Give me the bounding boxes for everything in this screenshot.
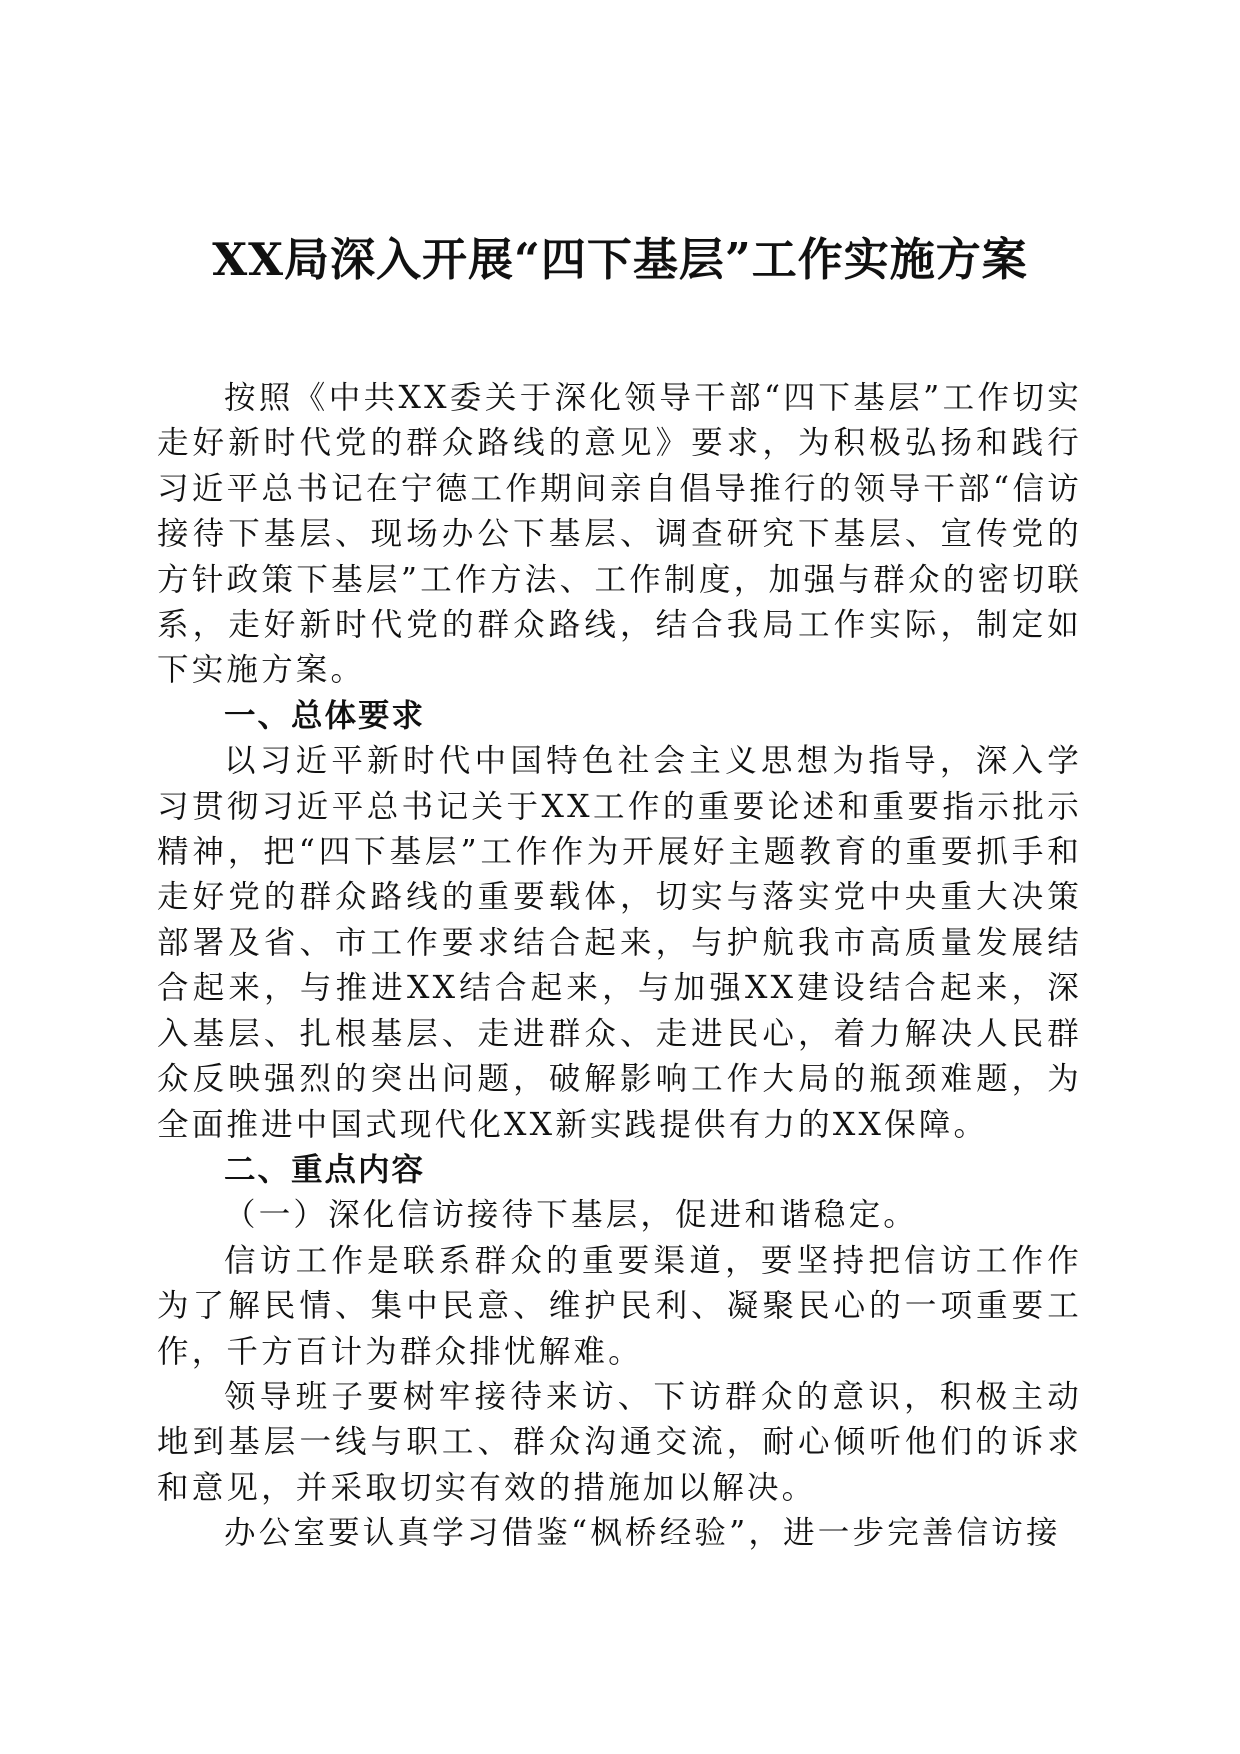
paragraph-leadership: 领导班子要树牢接待来访、下访群众的意识，积极主动地到基层一线与职工、群众沟通交流，耐心倾听他们的诉求和意见，并采取切实有效的措施加以解决。	[157, 1378, 1082, 1506]
paragraph-intro: 按照《中共XX委关于深化领导干部“四下基层”工作切实走好新时代党的群众路线的意见》要求，为积极弘扬和践行习近平总书记在宁德工作期间亲自倡导推行的领导干部“信访接待下基层、现场办公下基层、调查研究下基层、宣传党的方针政策下基层”工作方法、工作制度，加强与群众的密切联系，走好新时代党的群众路线，结合我局工作实际，制定如下实施方案。	[157, 380, 1082, 689]
subsection-heading-petition: （一）深化信访接待下基层，促进和谐稳定。	[224, 1197, 919, 1234]
section-heading-general-requirements: 一、总体要求	[224, 697, 426, 734]
paragraph-office: 办公室要认真学习借鉴“枫桥经验”，进一步完善信访接	[224, 1515, 1061, 1552]
paragraph-petition-channel: 信访工作是联系群众的重要渠道，要坚持把信访工作作为了解民情、集中民意、维护民利、凝聚民心的一项重要工作，千方百计为群众排忧解难。	[157, 1242, 1082, 1370]
section-heading-key-content: 二、重点内容	[224, 1151, 426, 1188]
document-body	[157, 376, 1082, 1557]
paragraph-general-requirements: 以习近平新时代中国特色社会主义思想为指导，深入学习贯彻习近平总书记关于XX工作的重要论述和重要指示批示精神，把“四下基层”工作作为开展好主题教育的重要抓手和走好党的群众路线的重要载体，切实与落实党中央重大决策部署及省、市工作要求结合起来，与护航我市高质量发展结合起来，与推进XX结合起来，与加强XX建设结合起来，深入基层、扎根基层、走进群众、走进民心，着力解决人民群众反映强烈的突出问题，破解影响工作大局的瓶颈难题，为全面推进中国式现代化XX新实践提供有力的XX保障。	[157, 743, 1082, 1143]
document-title: XX局深入开展“四下基层”工作实施方案	[212, 233, 1028, 286]
